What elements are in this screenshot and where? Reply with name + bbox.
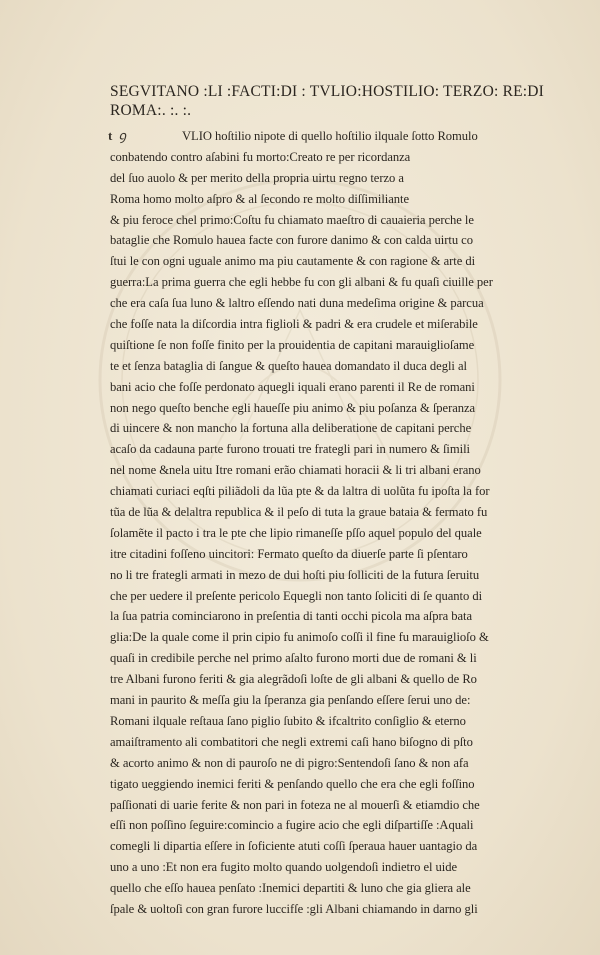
text-line: non nego queſto benche egli haueſſe piu animo & piu poſanza & ſperanza [110,400,476,415]
text-line: Romani ilquale reſtaua ſano piglio ſubito & ifcaltrito conſiglio & eterno [110,713,466,728]
heading-line: SEGVITANO :LI :FACTI:DI : TVLIO:HOSTILIO: TERZO: RE:DI [110,83,545,100]
text-line: uno a uno :Et non era fugito molto quando uolgendoſi indietro el uide [110,860,458,875]
text-line: quiſtione ſe non foſſe finito per la prouidentia de capitani marauiglioſame [110,337,475,352]
text-line: conbatendo contro aſabini fu morto:Creato re per ricordanza [110,149,411,164]
text-line: ſolamẽte il pacto i tra le pte che lipio rimaneſſe pſſo aquel populo del quale [110,525,482,540]
text-block [110,82,562,920]
text-line: che era caſa ſua luno & laltro eſſendo nati duna medeſima origine & parcua [110,296,484,311]
text-line: & acorto animo & non di pauroſo ne di pigro:Sentendoſi ſano & non afa [110,755,469,770]
text-line: che foſſe nata la diſcordia intra figlioli & padri & era crudele et miſerabile [110,317,478,332]
text-line: itre citadini foſſeno uincitori: Fermato queſto da diuerſe parte ſi pſentaro [110,546,468,561]
text-line: comegli li dipartia eſſere in ſoficiente atuti coſſi ſperaua hauer uantagio da [110,839,478,854]
initial-guide-letter [108,126,126,147]
text-line: te et ſenza bataglia di ſangue & queſto hauea domandato il duca degli al [110,358,467,373]
guide-letter: t [108,128,113,143]
text-line: che per uedere il preſente pericolo Equegli non tanto ſoliciti di ſe quanto di [110,588,483,603]
text-line: bani acio che foſſe perdonato aquegli iquali erano parenti il Re de romani [110,379,475,394]
text-line: tigato ueggiendo inemici feriti & penſando quello che era che egli foſſino [110,776,475,791]
text-line: no li tre frategli armati in mezo de dui hoſti piu ſolliciti de la futura ſeruitu [110,567,480,582]
heading-line: ROMA:. :. :. [110,102,192,119]
text-line: amaiſtramento ali combatitori che negli extremi caſi hano biſogno di pſto [110,734,473,749]
text-line: paſſionati di uarie ferite & non pari in foteza ne al mouerſi & etiamdio che [110,797,480,812]
text-line: guerra:La prima guerra che egli hebbe fu con gli albani & fu quaſi ciuille per [110,275,493,290]
text-line: nel nome &nela uitu Itre romani erão chiamati horacii & li tri albani erano [110,463,481,478]
text-line: & piu feroce chel primo:Coſtu fu chiamato maeſtro di cauaieria perche le [110,212,474,227]
text-line: glia:De la quale come il prin cipio fu animoſo coſſi il fine fu marauiglioſo & [110,630,489,645]
text-line: ſtui le con ogni uguale animo ma piu cautamente & con ragione & arte di [110,254,476,269]
text-line: di uincere & non mancho la fortuna alla deliberatione de capitani perche [110,421,472,436]
text-line: Roma homo molto aſpro & al ſecondo re molto diſſimiliante [110,191,410,206]
text-line: mani in paurito & meſſa giu la ſperanza gia penſando eſſere ſerui uno de: [110,693,471,708]
text-line: quello che eſſo hauea penſato :Inemici departiti & luno che gia gliera ale [110,881,471,896]
text-line: del ſuo auolo & per merito della propria uirtu regno terzo a [110,170,404,185]
text-line: quaſi in credibile perche nel primo aſalto furono morti due de romani & li [110,651,477,666]
guide-mark: ꝯ [118,128,126,143]
text-line: la ſua patria cominciarono in preſentia di tanti occhi picola ma aſpra bata [110,609,473,624]
text-line: ſpale & uoltoſi con gran furore luccifſe :gli Albani chiamando in darno gli [110,901,478,916]
text-line: tũa de lũa & delaltra republica & il peſo di tuta la graue bataia & fermato fu [110,505,488,520]
body-text [110,126,562,920]
text-line: acaſo da cadauna parte furono trouati tre frategli pari in numero & ſimili [110,442,470,457]
text-line: VLIO hoſtilio nipote di quello hoſtilio ilquale ſotto Romulo [182,129,478,143]
text-line: chiamati curiaci eqſti piliãdoli da lũa pte & da laltra di uolũta fu ipoſta la for [110,484,490,499]
text-line: bataglie che Romulo hauea facte con furore danimo & con calda uirtu co [110,233,473,248]
chapter-heading [110,82,562,120]
first-line-row [110,126,562,147]
text-line: eſſi non poſſino ſeguire:comincio a fugire acio che egli diſpartiſſe :Aquali [110,818,474,833]
text-line: tre Albani furono feriti & gia alegrãdoſi loſte de gli albani & quello de Ro [110,672,477,687]
